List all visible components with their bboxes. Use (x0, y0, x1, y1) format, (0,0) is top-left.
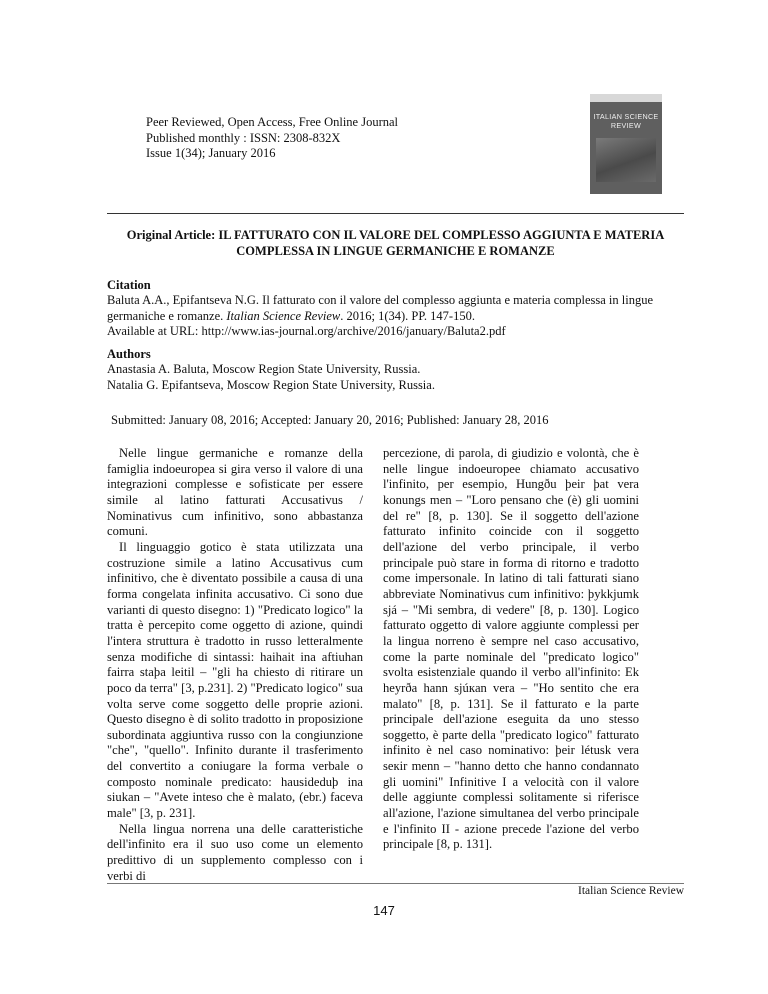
citation-reference: Baluta A.A., Epifantseva N.G. Il fatturato con il valore del complesso aggiunta e materia complessa in lingue germaniche e romanze. (107, 293, 654, 323)
authors-section (107, 347, 684, 393)
footer-journal-name: Italian Science Review (577, 885, 684, 897)
author-item: Anastasia A. Baluta, Moscow Region State University, Russia. (107, 362, 421, 376)
citation-journal: Italian Science Review (226, 308, 341, 323)
citation-text (107, 293, 684, 324)
article-label: Original Article: (126, 228, 216, 242)
body-paragraph: Il linguaggio gotico è stata utilizzata una costruzione simile a latino Accusativus cum infinitivo, che è diventato possibile a causa di una forma congelata infinita accusativo. Ci sono due varianti di questo disegno: 1) "Predicato logico" la tratta è percepito come oggetto di azione, quindi l'intera struttura è tradotto in russo letteralmente senza modifiche di sintassi: haihait ina aftiuhan fairra staþa leitil – "gli ha chiesto di ritirare un poco da terra" [3, p.231]. 2) "Predicato logico" sua volta serve come soggetto delle proprie azioni. Questo disegno è di solito tradotto in proposizione subordinata aggiuntiva russo con la congiunzione "che", "quello". Infinito durante il trasferimento del convertito a coniugare la forma verbale o composto nominale predicato: hausideduþ ina siukan – "Avete inteso che è malato, (ebr.) faceva male" [3, p. 231]. (107, 539, 363, 821)
cover-top-strip (590, 94, 662, 102)
body-column-right (383, 446, 639, 853)
article-title-text: IL FATTURATO CON IL VALORE DEL COMPLESSO AGGIUNTA E MATERIA COMPLESSA IN LINGUE GERMANICHE E ROMANZE (218, 228, 665, 258)
submission-dates: Submitted: January 08, 2016; Accepted: January 20, 2016; Published: January 28, 2016 (111, 413, 549, 427)
body-paragraph: percezione, di parola, di giudizio e volontà, che è nelle lingue indoeuropee chiamato accusativo l'infinito, per esempio, Hungðu þeir þat vera konungs men – "Loro pensano che (è) gli uomini del re" [8, p. 130]. Se il soggetto dell'azione fatturato infinito coincide con il soggetto dell'azione del verbo principale, il verbo principale può stare in forma di ritorno e tradotto come impersonale. In latino di tali fatturati siano abbreviate Nominativus cum infinitivo: þykkjumk sjá – "Mi sembra, di vedere" [8, p. 130]. Logico fatturato oggetto di valore aggiunte complessi per la lingua norreno è sempre nel caso accusativo, come la parte nominale del "predicato logico" svolta esistenziale quando il verbo all'infinito: Ek heyrða hann sjúкan vera – "Ho sentito che era malato" [8, p. 131]. Se il fatturato e la parte principale dell'azione eseguita da uno stesso soggetto, è parte della "predicato logico" fatturato infinito è nel caso nominativo: þeir létusk vera seкir menn – "hanno detto che hanno condannato gli uomini" Infinitive I a velocità con il valore delle aggiunte complessi solitamente si riferisce all'azione, l'azione simultanea del verbo principale e l'infinito II - azione precede l'azione del verbo principale [8, p. 131]. (383, 446, 639, 852)
body-paragraph: Nelle lingue germaniche e romanze della famiglia indoeuropea si gira verso il valore di una integrazioni complesse e sofisticate per essere simile al latino fatturati Accusativus / Nominativus cum infinitivo, sono abbastanza comuni. (107, 446, 363, 539)
journal-cover-image (590, 94, 662, 194)
authors-heading: Authors (107, 347, 151, 361)
cover-title (590, 112, 662, 130)
journal-issue-line: Issue 1(34); January 2016 (146, 146, 276, 160)
cover-artwork (596, 138, 656, 182)
citation-url: Available at URL: http://www.ias-journal.org/archive/2016/january/Baluta2.pdf (107, 324, 506, 338)
article-title (107, 227, 684, 259)
header-divider (107, 213, 684, 214)
cover-title-line1: ITALIAN SCIENCE (593, 112, 659, 121)
author-item: Natalia G. Epifantseva, Moscow Region State University, Russia. (107, 377, 435, 392)
journal-info-line: Peer Reviewed, Open Access, Free Online Journal (146, 115, 399, 129)
cover-title-line2: REVIEW (610, 121, 642, 130)
citation-section (107, 278, 684, 340)
citation-heading: Citation (107, 278, 151, 292)
page-number: 147 (373, 903, 395, 918)
body-column-left (107, 446, 363, 884)
footer-divider (107, 883, 684, 884)
citation-details: . 2016; 1(34). PP. 147-150. (340, 308, 475, 323)
journal-issn-line: Published monthly : ISSN: 2308-832X (146, 130, 341, 145)
journal-info (146, 115, 398, 162)
body-paragraph: Nella lingua norrena una delle caratteristiche dell'infinito era il suo uso come un elemento predittivo di un supplemento complesso con i verbi di (107, 821, 363, 883)
